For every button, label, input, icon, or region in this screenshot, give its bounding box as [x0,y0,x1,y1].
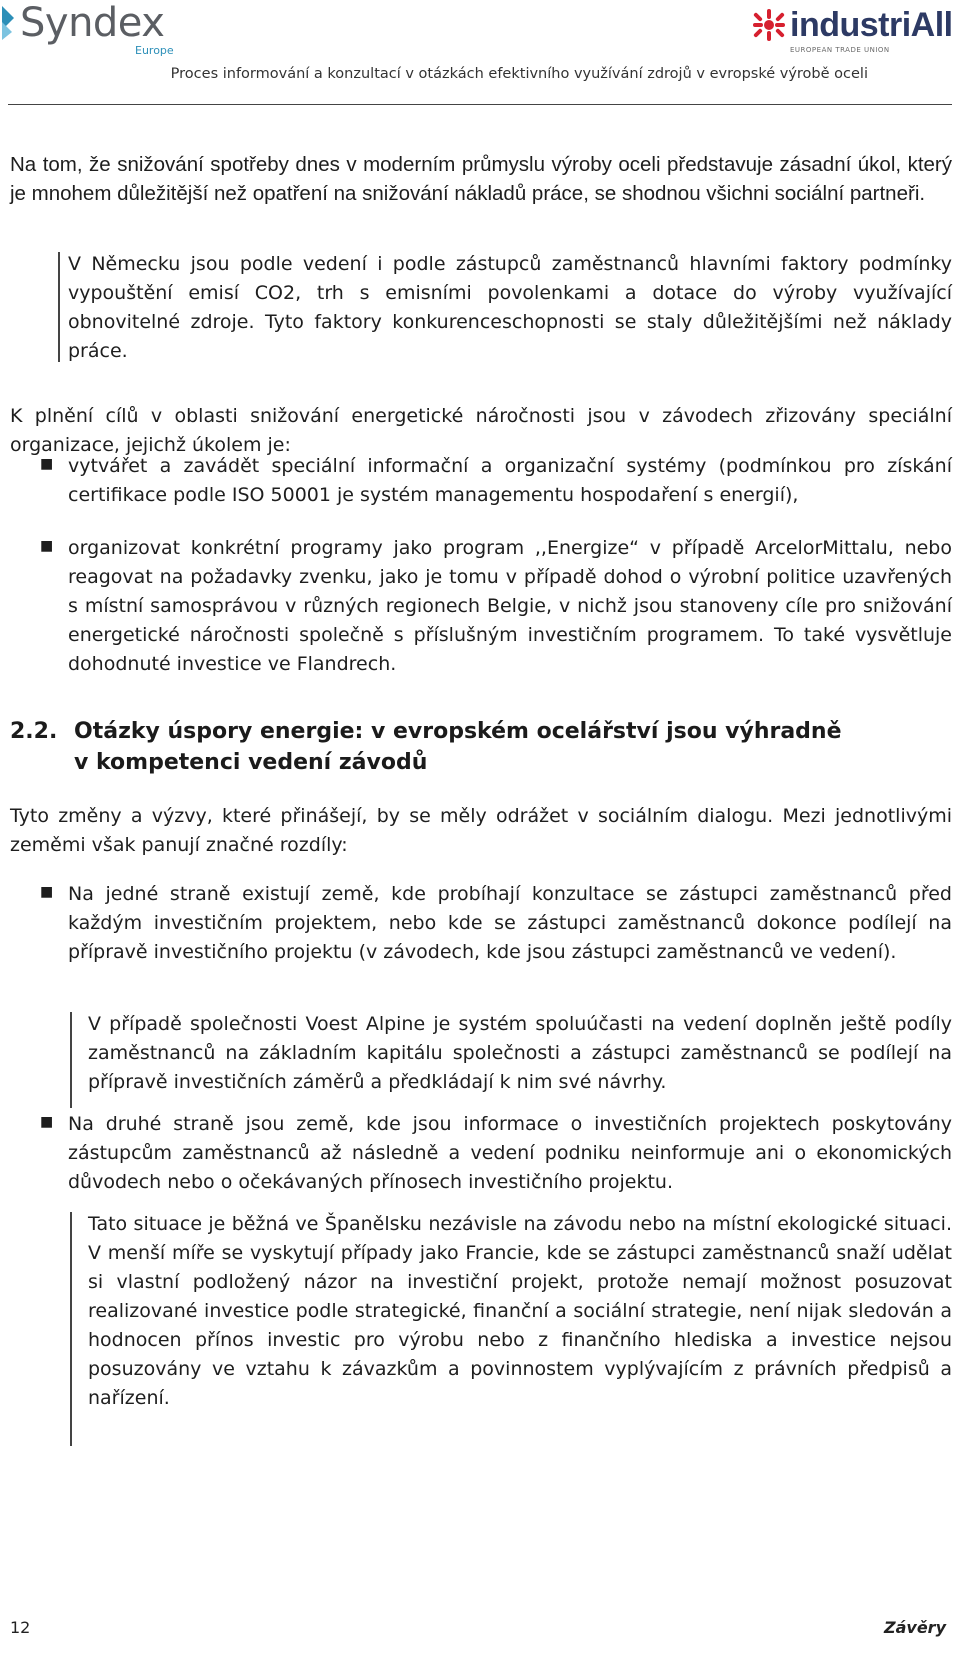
syndex-logo-text: Syndex [20,0,165,46]
quote-bar-2 [70,1012,72,1108]
syndex-logo-sub: Europe [135,44,174,57]
syndex-logo [0,0,200,60]
footer-section-name: Závěry [884,1618,946,1637]
quote-3: Tato situace je běžná ve Španělsku nezávisle na závodu nebo na místní ekologické situaci. V menší míře se vyskytují případy jako Francie, kde se zástupci zaměstnanců snaží udělat si vlastní podložený názor na investiční projekt, protože nemají možnost posuzovat realizované investice podle strategické, finanční a sociální strategie, není nijak sledován a hodnocen přínos investic pro výrobu nebo z finančního hlediska a investice nejsou posuzovány ve vztahu k závazkům a povinnostem vyplývajícím z právních předpisů a nařízení. [88,1213,952,1409]
quote-1: V Německu jsou podle vedení i podle zástupců zaměstnanců hlavními faktory podmínky vypouštění emisí CO2, trh s emisními povolenkami a dotace do výroby využívající obnovitelné zdroje. Tyto faktory konkurenceschopnosti se staly důležitějšími než náklady práce. [68,253,952,362]
quote-bar-3 [70,1212,72,1446]
bullet-icon: ■ [40,884,54,900]
bullet-item-4: Na druhé straně jsou země, kde jsou informace o investičních projektech poskytovány zástupcům zaměstnanců až následně a vedení podniku neinformuje ani o ekonomických důvodech nebo o očekávaných přínosech investičního projektu. [68,1113,952,1193]
bullet-item-2: organizovat konkrétní programy jako program ,,Energize“ v případě ArcelorMittalu, nebo reagovat na požadavky zvenku, jako je tomu v případě dohod o výrobní politice uzavřených s místní samosprávou v různých regionech Belgie, v nichž jsou stanoveny cíle pro snižování energetické náročnosti společně s příslušným investičním programem. To také vysvětluje dohodnuté investice ve Flandrech. [68,537,952,675]
paragraph-3: Tyto změny a výzvy, které přinášejí, by se měly odrážet v sociálním dialogu. Mezi jednotlivými zeměmi však panují značné rozdíly: [10,805,952,856]
bullet-icon: ■ [40,538,54,554]
industriall-tagline: EUROPEAN TRADE UNION [790,46,890,54]
paragraph-1: Na tom, že snižování spotřeby dnes v moderním průmyslu výroby oceli představuje zásadní úkol, který je mnohem důležitější než opatření na snižování nákladů práce, se shodnou všichni sociální partneři. [10,153,952,205]
industriall-logo [752,6,952,56]
section-number: 2.2. [10,719,58,744]
quote-bar-1 [58,252,60,362]
bullet-item-3: Na jedné straně existují země, kde probíhají konzultace se zástupci zaměstnanců před každým investičním projektem, nebo kde se zástupci zaměstnanců dokonce podílejí na přípravě investičního projektu (v závodech, kde jsou zástupci zaměstnanců ve vedení). [68,883,952,963]
syndex-mark-icon [2,6,16,40]
bullet-icon: ■ [40,456,54,472]
paragraph-2: K plnění cílů v oblasti snižování energetické náročnosti jsou v závodech zřizovány speciální organizace, jejichž úkolem je: [10,405,952,456]
industriall-star-icon [752,8,786,42]
industriall-logo-text: industriAll [790,6,953,44]
bullet-item-1: vytvářet a zavádět speciální informační a organizační systémy (podmínkou pro získání certifikace podle ISO 50001 je systém managementu hospodaření s energií), [68,455,952,506]
header-rule [8,104,952,105]
page-number: 12 [10,1618,31,1637]
section-title: Otázky úspory energie: v evropském ocelářství jsou výhradně v kompetenci vedení závodů [74,719,842,775]
running-title: Proces informování a konzultací v otázkách efektivního využívání zdrojů v evropské výrobě oceli [170,66,868,82]
bullet-icon: ■ [40,1114,54,1130]
quote-2: V případě společnosti Voest Alpine je systém spoluúčasti na vedení doplněn ještě podíly zaměstnanců na základním kapitálu společnosti a zástupci zaměstnanců se podílejí na přípravě investičních záměrů a předkládají k nim své návrhy. [88,1013,952,1093]
